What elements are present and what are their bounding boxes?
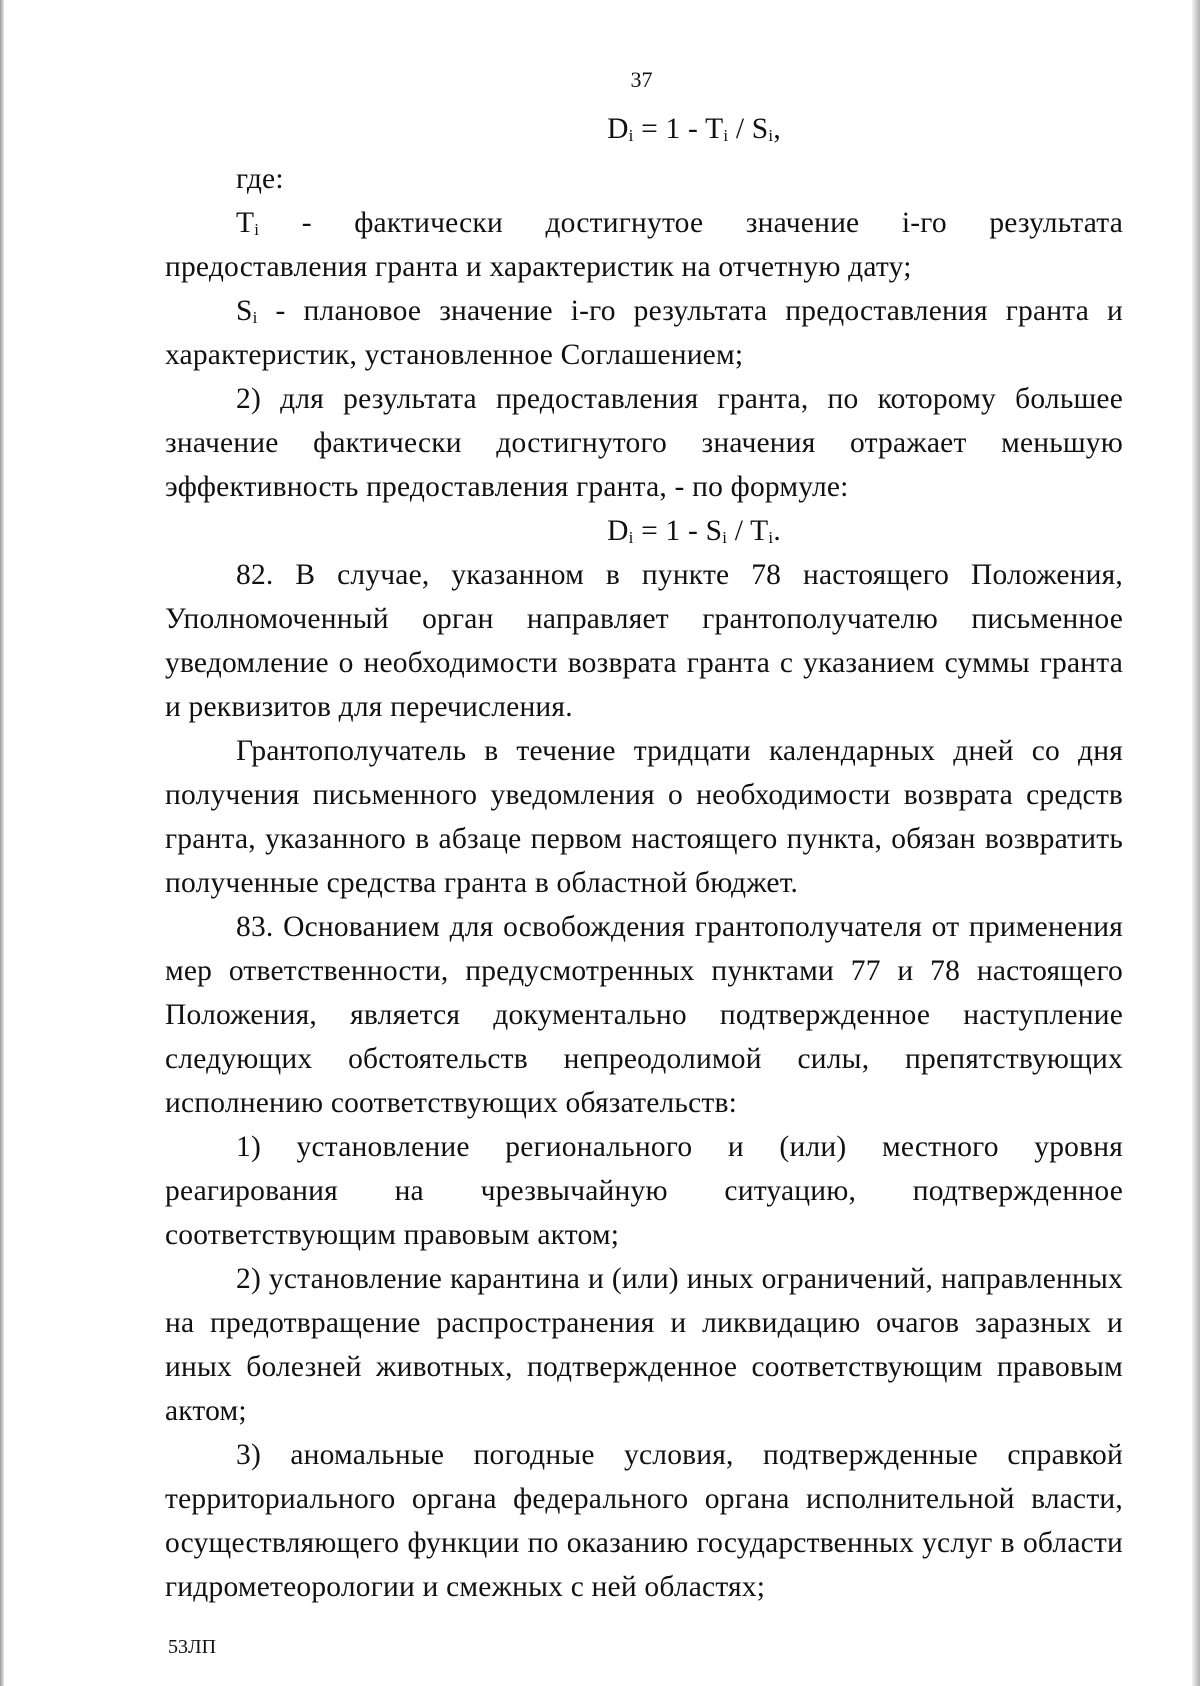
formula2-mid2: / T	[727, 515, 769, 547]
formula2-lhs: D	[607, 515, 629, 547]
formula2-tail: .	[773, 515, 781, 547]
var-t: T	[236, 207, 255, 239]
scan-edge-left	[0, 0, 4, 1686]
paragraph-82-second: Грантополучатель в течение тридцати календарных дней со дня получения письменного уведомления о необходимости возврата средств гранта, указанного в абзаце первом настоящего пункта, обязан возвратить полученные средства гранта в областной бюджет.	[165, 735, 1123, 899]
formula1-mid1: = 1 - T	[633, 113, 724, 145]
formula1-lhs: D	[607, 113, 629, 145]
formula1-lhs-sub: i	[628, 126, 634, 145]
paragraph-83-item-1: 1) установление регионального и (или) местного уровня реагирования на чрезвычайную ситуацию, подтвержденное соответствующим правовым актом;	[165, 1131, 1123, 1251]
formula1-mid2: / S	[728, 113, 769, 145]
var-t-sub: i	[254, 220, 260, 239]
formula-di-st	[165, 509, 1123, 553]
definition-s-text: - плановое значение i-го результата предоставления гранта и характеристик, установленное Соглашением;	[165, 295, 1123, 371]
paragraph-83-item-2: 2) установление карантина и (или) иных ограничений, направленных на предотвращение распространения и ликвидацию очагов заразных и иных болезней животных, подтвержденное соответствующим правовым актом;	[165, 1263, 1123, 1427]
definition-t-text: - фактически достигнутое значение i-го результата предоставления гранта и характеристик на отчетную дату;	[165, 207, 1123, 283]
paragraph-83: 83. Основанием для освобождения грантополучателя от применения мер ответственности, предусмотренных пунктами 77 и 78 настоящего Положения, является документально подтвержденное наступление следующих обстоятельств непреодолимой силы, препятствующих исполнению соответствующих обязательств:	[165, 911, 1123, 1119]
definition-t	[165, 201, 1123, 289]
formula1-tail: ,	[773, 113, 781, 145]
paragraph-83-item-3: 3) аномальные погодные условия, подтвержденные справкой территориального органа федерального органа исполнительной власти, осуществляющего функции по оказанию государственных услуг в области гидрометеорологии и смежных с ней областях;	[165, 1439, 1123, 1603]
formula2-mid1-sub: i	[722, 528, 728, 547]
item-2-formula-intro: 2) для результата предоставления гранта, по которому большее значение фактически достигнутого значения отражает меньшую эффективность предоставления гранта, - по формуле:	[165, 383, 1123, 503]
formula1-mid2-sub: i	[768, 126, 774, 145]
formula1-mid1-sub: i	[723, 126, 729, 145]
var-s-sub: i	[252, 308, 258, 327]
page-number: 37	[630, 67, 653, 92]
formula2-lhs-sub: i	[628, 528, 634, 547]
var-s: S	[236, 295, 253, 327]
formula-di-ts	[165, 107, 1123, 151]
formula2-mid1: = 1 - S	[633, 515, 723, 547]
body-text	[165, 107, 1123, 1609]
formula2-mid2-sub: i	[768, 528, 774, 547]
definition-s	[165, 289, 1123, 377]
paragraph-82: 82. В случае, указанном в пункте 78 настоящего Положения, Уполномоченный орган направляет грантополучателю письменное уведомление о необходимости возврата гранта с указанием суммы гранта и реквизитов для перечисления.	[165, 559, 1123, 723]
where-label: где:	[236, 163, 284, 195]
footer-document-code: 53ЛП	[168, 1636, 217, 1658]
scan-edge-right	[1192, 0, 1200, 1686]
